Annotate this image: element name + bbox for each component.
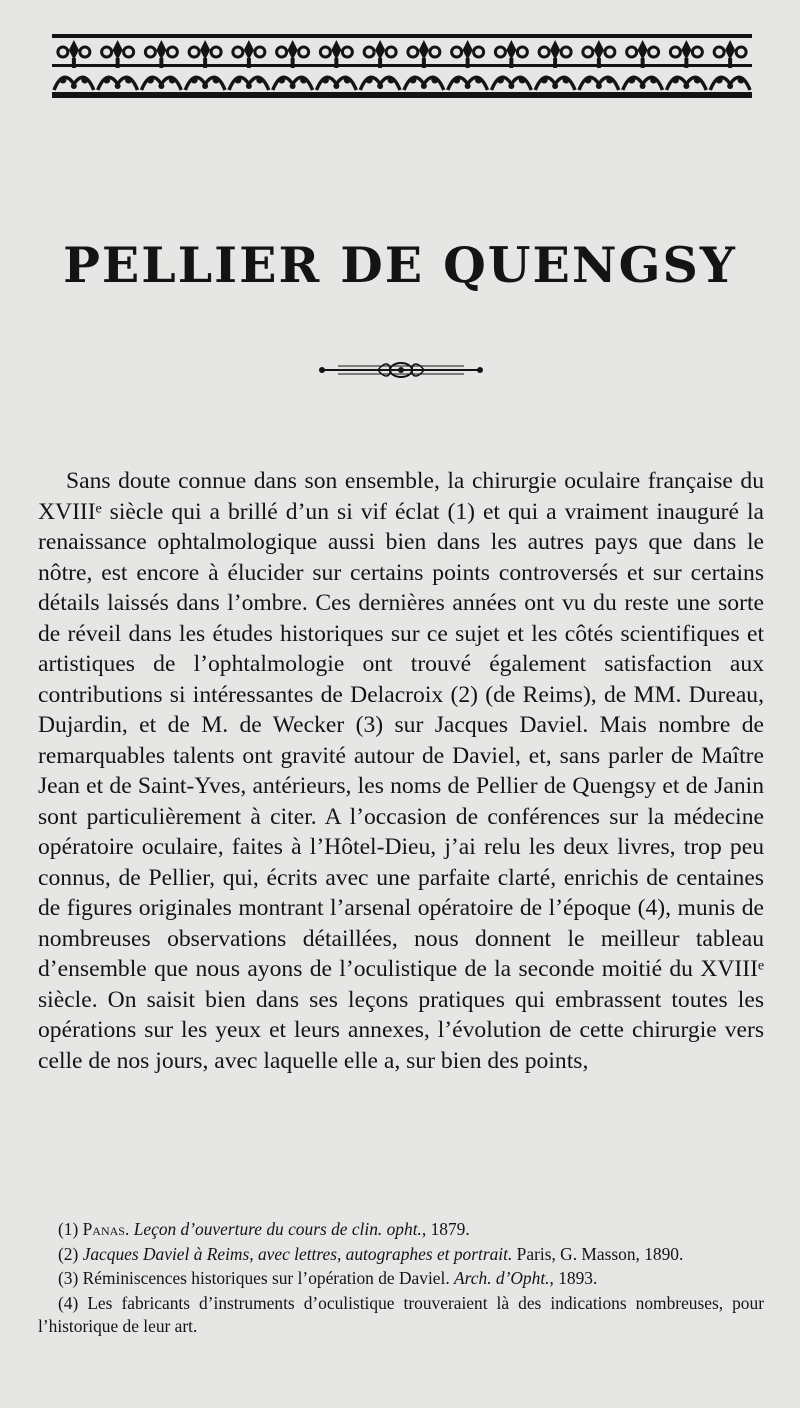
footnote-author: Panas. <box>82 1219 130 1239</box>
footnote-number: (3) <box>58 1268 79 1288</box>
footnote-3 <box>38 1267 764 1291</box>
footnote-rest: , 1879. <box>421 1219 470 1239</box>
footnote-number: (4) <box>58 1292 79 1313</box>
footnotes <box>38 1218 764 1340</box>
footnote-number: (1) <box>58 1219 79 1239</box>
footnote-rest: Paris, G. Masson, 1890. <box>512 1243 684 1264</box>
footnote-text: Réminiscences historiques sur l’opération de Daviel. <box>82 1268 455 1288</box>
footnote-1 <box>38 1218 764 1242</box>
footnote-rest: Les fabricants d’instruments d’oculistique trouveraient là des indications nombreuses, pour l’historique de leur art. <box>38 1292 764 1336</box>
footnote-title: Jacques Daviel à Reims, avec lettres, autographes et portrait. <box>82 1243 513 1264</box>
footnote-rest: , 1893. <box>549 1268 598 1288</box>
decorative-header-band <box>52 34 752 98</box>
body-paragraph: Sans doute connue dans son ensemble, la chirurgie oculaire française du XVIIIᵉ siècle qui a brillé d’un si vif éclat (1) et qui a vraiment inauguré la renaissance ophtalmologique aussi bien dans les autres pays que dans le nôtre, est encore à élucider sur certains points controversés et sur certains détails laissés dans l’ombre. Ces dernières années ont vu du reste une sorte de réveil dans les études historiques sur ce sujet et les côtés scientifiques et artistiques de l’ophtalmologie ont trouvé également satisfaction aux contributions si intéressantes de Delacroix (2) (de Reims), de MM. Dureau, Dujardin, et de M. de Wecker (3) sur Jacques Daviel. Mais nombre de remarquables talents ont gravité autour de Daviel, et, sans parler de Maître Jean et de Saint-Yves, antérieurs, les noms de Pellier de Quengsy et de Janin sont particulièrement à citer. A l’occasion de conférences sur la médecine opératoire oculaire, faites à l’Hôtel-Dieu, j’ai relu les deux livres, trop peu connus, de Pellier, qui, écrits avec une parfaite clarté, enrichis de centaines de figures originales montrant l’arsenal opératoire de l’époque (4), munis de nombreuses observations détaillées, nous donnent le meilleur tableau d’ensemble que nous ayons de l’oculistique de la seconde moitié du XVIIIᵉ siècle. On saisit bien dans ses leçons pratiques qui embrassent toutes les opérations sur les yeux et leurs annexes, l’évolution de cette chirurgie vers celle de nos jours, avec laquelle elle a, sur bien des points, <box>38 468 764 1074</box>
footnote-4 <box>38 1292 764 1339</box>
main-text <box>38 466 764 1076</box>
page-title: PELLIER DE QUENGSY <box>63 236 737 294</box>
footnote-2 <box>38 1243 764 1267</box>
footnote-title: Arch. d’Opht. <box>454 1268 550 1288</box>
footnote-title: Leçon d’ouverture du cours de clin. opht. <box>133 1219 422 1239</box>
ornamental-divider <box>318 358 484 382</box>
footnote-number: (2) <box>58 1243 79 1264</box>
